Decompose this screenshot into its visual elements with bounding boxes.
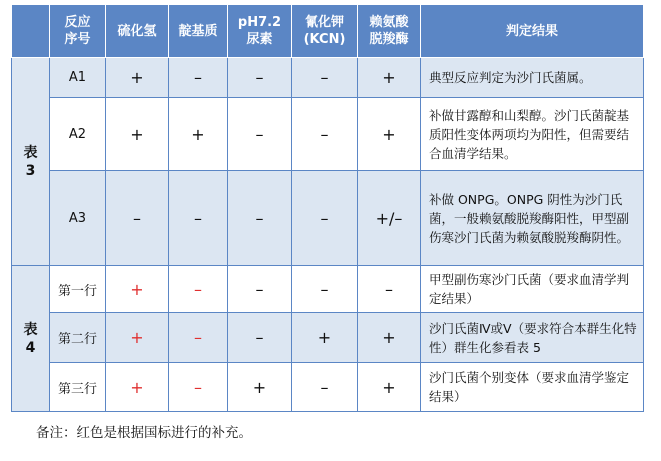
result-cell: 补做 ONPG。ONPG 阴性为沙门氏菌，一般赖氨酸脱羧酶阳性，甲型副伤寒沙门氏菌为赖氨酸脱羧酶阴性。: [421, 171, 644, 266]
h2s-cell: +: [106, 266, 169, 313]
result-cell: 甲型副伤寒沙门氏菌（要求血清学判定结果）: [421, 266, 644, 313]
lysine-cell: +: [358, 313, 421, 363]
row-id: 第三行: [50, 363, 106, 412]
table-row: [12, 313, 644, 363]
lysine-cell: +/–: [358, 171, 421, 266]
header-reaction-id: 反应 序号: [50, 5, 106, 58]
row-id: A2: [50, 98, 106, 171]
indole-cell: +: [169, 98, 228, 171]
reaction-table: [11, 4, 644, 412]
table-row: [12, 363, 644, 412]
kcn-cell: –: [292, 58, 358, 98]
row-id: A1: [50, 58, 106, 98]
indole-cell: –: [169, 313, 228, 363]
group-label-table3: 表 3: [12, 58, 50, 266]
result-cell: 补做甘露醇和山梨醇。沙门氏菌靛基质阳性变体两项均为阳性，但需要结合血清学结果。: [421, 98, 644, 171]
urea-cell: +: [228, 363, 292, 412]
h2s-cell: +: [106, 98, 169, 171]
urea-cell: –: [228, 58, 292, 98]
indole-cell: –: [169, 58, 228, 98]
header-corner: [12, 5, 50, 58]
urea-cell: –: [228, 171, 292, 266]
footnote: 备注：红色是根据国标进行的补充。: [36, 425, 252, 441]
header-lysine: 赖氨酸 脱羧酶: [358, 5, 421, 58]
h2s-cell: +: [106, 363, 169, 412]
indole-cell: –: [169, 363, 228, 412]
kcn-cell: –: [292, 266, 358, 313]
urea-cell: –: [228, 313, 292, 363]
group-label-table4: 表 4: [12, 266, 50, 412]
h2s-cell: +: [106, 58, 169, 98]
header-indole: 靛基质: [169, 5, 228, 58]
indole-cell: –: [169, 266, 228, 313]
table-row: [12, 98, 644, 171]
row-id: 第二行: [50, 313, 106, 363]
table-row: [12, 266, 644, 313]
lysine-cell: +: [358, 363, 421, 412]
table-row: [12, 171, 644, 266]
kcn-cell: –: [292, 98, 358, 171]
header-result: 判定结果: [421, 5, 644, 58]
header-h2s: 硫化氢: [106, 5, 169, 58]
urea-cell: –: [228, 98, 292, 171]
row-id: 第一行: [50, 266, 106, 313]
result-cell: 典型反应判定为沙门氏菌属。: [421, 58, 644, 98]
kcn-cell: –: [292, 171, 358, 266]
kcn-cell: –: [292, 363, 358, 412]
kcn-cell: +: [292, 313, 358, 363]
urea-cell: –: [228, 266, 292, 313]
h2s-cell: +: [106, 313, 169, 363]
row-id: A3: [50, 171, 106, 266]
lysine-cell: –: [358, 266, 421, 313]
result-cell: 沙门氏菌个别变体（要求血清学鉴定结果）: [421, 363, 644, 412]
table-row: [12, 58, 644, 98]
lysine-cell: +: [358, 98, 421, 171]
table-wrapper: [11, 4, 643, 412]
result-cell: 沙门氏菌Ⅳ或Ⅴ（要求符合本群生化特性）群生化参看表 5: [421, 313, 644, 363]
indole-cell: –: [169, 171, 228, 266]
lysine-cell: +: [358, 58, 421, 98]
header-row: [12, 5, 644, 58]
header-urea: pH7.2 尿素: [228, 5, 292, 58]
h2s-cell: –: [106, 171, 169, 266]
header-kcn: 氰化钾 (KCN): [292, 5, 358, 58]
